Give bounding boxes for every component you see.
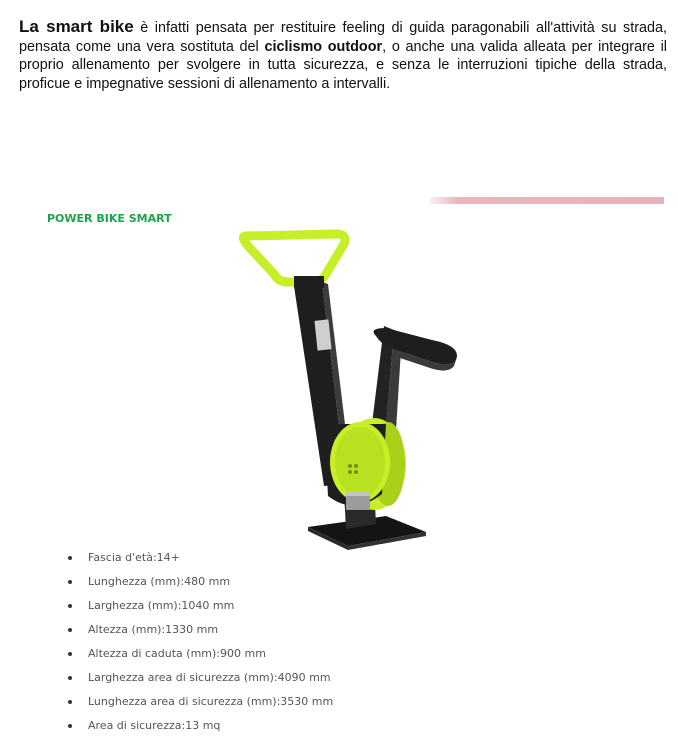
spec-item: Altezza di caduta (mm):900 mm xyxy=(64,643,333,667)
intro-text-2: , o anche una valida alleata per integrare il proprio allenamento per svolgere in tutta sicurezza, e senza le interruzioni tipiche della strada, proficue e impegnative sessioni di allenamento a intervalli. xyxy=(19,38,667,92)
spec-item: Larghezza area di sicurezza (mm):4090 mm xyxy=(64,667,333,691)
accent-bar xyxy=(430,197,664,204)
intro-paragraph xyxy=(19,18,667,93)
product-title: POWER BIKE SMART xyxy=(47,212,172,225)
spec-item: Altezza (mm):1330 mm xyxy=(64,619,333,643)
intro-bold-1: ciclismo outdoor xyxy=(264,38,383,55)
intro-lead: La smart bike xyxy=(19,17,134,36)
intro-text-1: è infatti pensata per restituire feeling di guida paragonabili all'attività su strada, pensata come una vera sostituta del xyxy=(19,20,667,55)
spec-item: Fascia d'età:14+ xyxy=(64,547,333,571)
spec-item: Area di sicurezza:13 mq xyxy=(64,715,333,739)
spec-item: Lunghezza area di sicurezza (mm):3530 mm xyxy=(64,691,333,715)
smart-bike-image xyxy=(236,224,486,569)
bike-handlebar xyxy=(243,234,345,282)
spec-list xyxy=(64,547,333,739)
spec-item: Lunghezza (mm):480 mm xyxy=(64,571,333,595)
spec-item: Larghezza (mm):1040 mm xyxy=(64,595,333,619)
